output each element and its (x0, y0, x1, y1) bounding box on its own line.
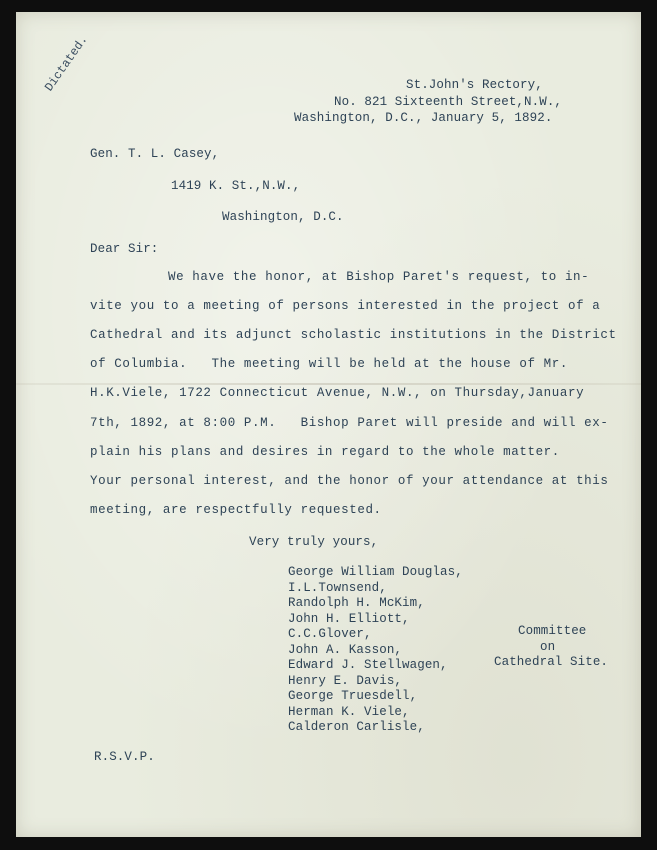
header-line-1: St.John's Rectory, (406, 78, 543, 92)
body-line: Cathedral and its adjunct scholastic institutions in the District (90, 328, 617, 342)
committee-line: Cathedral Site. (494, 655, 609, 669)
signatory: John A. Kasson, (288, 643, 403, 657)
signatory: Randolph H. McKim, (288, 596, 425, 610)
salutation: Dear Sir: (90, 242, 159, 256)
committee-line: Committee (518, 624, 587, 638)
body-line: Your personal interest, and the honor of your attendance at this (90, 474, 609, 488)
signatory: George William Douglas, (288, 565, 463, 579)
body-line: plain his plans and desires in regard to the whole matter. (90, 445, 560, 459)
dictated-annotation: Dictated. (42, 32, 91, 95)
body-line: of Columbia. The meeting will be held at the house of Mr. (90, 357, 568, 371)
signatory: Edward J. Stellwagen, (288, 658, 448, 672)
body-line: meeting, are respectfully requested. (90, 503, 382, 517)
recipient-city: Washington, D.C. (222, 210, 344, 224)
header-date-line: Washington, D.C., January 5, 1892. (294, 111, 553, 125)
signatory: George Truesdell, (288, 689, 418, 703)
fold-crease (16, 383, 641, 385)
signatory: Henry E. Davis, (288, 674, 403, 688)
header-line-2: No. 821 Sixteenth Street,N.W., (334, 95, 563, 109)
body-line: vite you to a meeting of persons interested in the project of a (90, 299, 601, 313)
letter-page (16, 12, 641, 837)
signatory: C.C.Glover, (288, 627, 372, 641)
signatory: I.L.Townsend, (288, 581, 387, 595)
body-line: H.K.Viele, 1722 Connecticut Avenue, N.W., on Thursday,January (90, 386, 585, 400)
recipient-name: Gen. T. L. Casey, (90, 147, 220, 161)
signatory: Herman K. Viele, (288, 705, 410, 719)
rsvp: R.S.V.P. (94, 750, 155, 764)
closing: Very truly yours, (249, 535, 379, 549)
body-line: We have the honor, at Bishop Paret's request, to in- (168, 270, 590, 284)
signatory: Calderon Carlisle, (288, 720, 425, 734)
signatory: John H. Elliott, (288, 612, 410, 626)
recipient-street: 1419 K. St.,N.W., (171, 179, 301, 193)
body-line: 7th, 1892, at 8:00 P.M. Bishop Paret will preside and will ex- (90, 416, 609, 430)
committee-line: on (540, 640, 556, 654)
